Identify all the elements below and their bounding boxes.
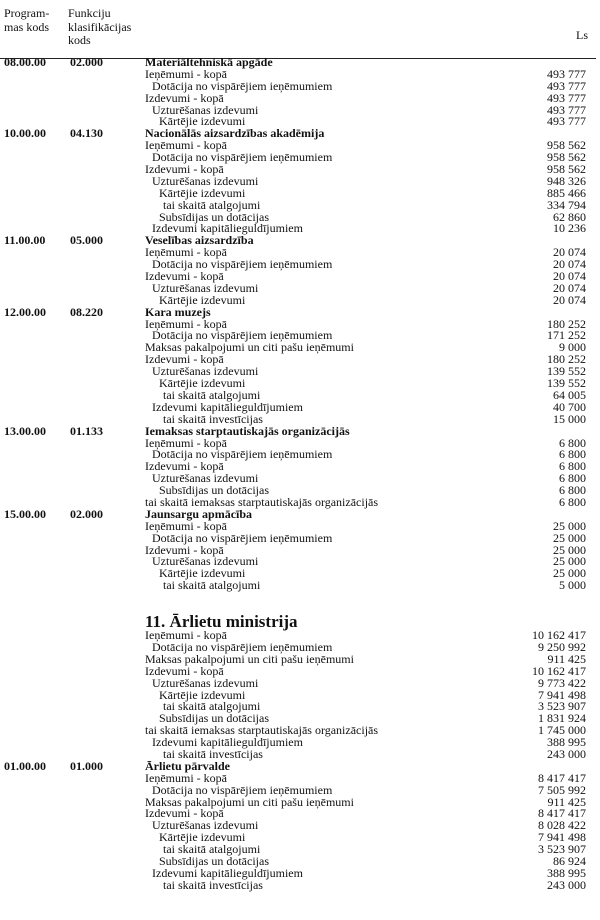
row-amount: 493 777 [547,90,586,105]
currency-header: Ls [576,28,588,42]
row-label: Izdevumi kapitālieguldījumiem [152,735,303,750]
top-rows [0,57,600,592]
header-line: kods [68,33,91,47]
function-code: 04.130 [70,126,103,141]
row-amount: 911 425 [547,651,586,666]
row-amount: 15 000 [553,411,586,426]
row-amount: 243 000 [547,746,586,761]
row-amount: 10 236 [553,221,586,236]
row-amount: 6 800 [559,459,586,474]
program-code: 13.00.00 [4,423,46,438]
row-amount: 7 941 498 [538,687,586,702]
row-label: Subsīdijas un dotācijas [159,483,269,498]
table-row [0,90,600,105]
row-amount: 171 252 [547,328,586,343]
row-label: Subsīdijas un dotācijas [159,854,269,868]
row-label: Uzturēšanas izdevumi [152,818,259,833]
function-code: 01.000 [70,758,103,773]
row-label: Izdevumi kapitālieguldījumiem [152,221,303,236]
row-amount: 25 000 [553,530,586,545]
row-label: Uzturēšanas izdevumi [152,554,259,569]
row-label: tai skaitā iemaksas starptautiskajās organizācijās [145,723,379,738]
row-label: tai skaitā investīcijas [163,877,263,892]
table-row [0,259,600,271]
row-label: Uzturēšanas izdevumi [152,173,259,188]
program-title: Nacionālās aizsardzības akadēmija [145,126,325,141]
row-label: Uzturēšanas izdevumi [152,675,259,690]
row-label: Maksas pakalpojumi un citi pašu ieņēmumi [145,340,354,355]
row-label: Izdevumi - kopā [145,90,224,105]
row-amount: 6 800 [559,483,586,498]
row-label: Ieņēmumi - kopā [145,770,227,785]
table-row [0,280,600,295]
row-label: Ieņēmumi - kopā [145,66,227,81]
function-code: 02.000 [70,506,103,521]
row-label: Ieņēmumi - kopā [145,316,227,331]
row-label: Ieņēmumi - kopā [145,518,227,533]
program-code: 01.00.00 [4,758,46,773]
program-code: 11.00.00 [4,233,46,248]
row-label: tai skaitā investīcijas [163,746,263,761]
row-label: Kārtējie izdevumi [159,376,246,391]
row-label: Uzturēšanas izdevumi [152,102,259,117]
table-row [0,271,600,283]
table-row [0,530,600,545]
program-heading-row [0,304,600,319]
row-amount: 334 794 [547,197,586,212]
row-amount: 3 523 907 [538,842,586,857]
row-amount: 62 860 [553,209,586,224]
table-row [0,701,600,713]
row-amount: 8 028 422 [538,818,586,833]
table-row [0,877,600,892]
function-code: 02.000 [70,55,103,69]
row-amount: 243 000 [547,877,586,892]
table-row [0,366,600,378]
row-amount: 958 562 [547,150,586,165]
row-label: Izdevumi - kopā [145,806,224,821]
program-code: 12.00.00 [4,304,46,319]
row-label: Izdevumi - kopā [145,269,224,284]
table-row [0,102,600,117]
row-amount: 911 425 [547,794,586,809]
program-heading-row [0,758,600,773]
row-amount: 3 523 907 [538,699,586,714]
table-row [0,173,600,188]
row-label: Dotācija no vispārējiem ieņēmumiem [152,447,333,462]
row-label: Izdevumi - kopā [145,542,224,557]
row-label: Uzturēšanas izdevumi [152,364,259,379]
row-amount: 1 831 924 [538,711,586,726]
row-amount: 20 074 [553,280,586,295]
row-amount: 493 777 [547,78,586,93]
row-label: Kārtējie izdevumi [159,114,246,129]
row-label: Ieņēmumi - kopā [145,245,227,260]
row-amount: 180 252 [547,352,586,367]
row-amount: 958 562 [547,162,586,177]
row-amount: 6 800 [559,494,586,509]
row-label: tai skaitā atalgojumi [163,387,261,402]
table-row [0,794,600,809]
row-label: Izdevumi - kopā [145,162,224,177]
table-row [0,568,600,580]
section-spacer [0,592,600,610]
row-label: Ieņēmumi - kopā [145,628,227,643]
table-row [0,164,600,176]
header-line: Funkciju [68,6,111,20]
table-row [0,844,600,856]
table-row [0,342,600,354]
program-title: Iemaksas starptautiskajās organizācijās [145,423,350,438]
program-heading-row [0,506,600,521]
program-code: 08.00.00 [4,55,46,69]
row-label: Subsīdijas un dotācijas [159,711,269,726]
program-title: Jaunsargu apmācība [145,506,253,521]
program-code: 15.00.00 [4,506,46,521]
header-line: Program- [4,6,50,20]
table-row [0,152,600,164]
row-amount: 493 777 [547,66,586,81]
table-row [0,580,600,592]
function-code: 08.220 [70,304,103,319]
row-label: Maksas pakalpojumi un citi pašu ieņēmumi [145,794,354,809]
table-row [0,556,600,568]
table-row [0,832,600,844]
program-title: Ārlietu pārvalde [145,758,230,773]
row-label: Dotācija no vispārējiem ieņēmumiem [152,782,333,797]
row-amount: 9 250 992 [538,639,586,654]
row-label: Izdevumi - kopā [145,663,224,678]
program-heading-row [0,235,600,247]
row-label: Maksas pakalpojumi un citi pašu ieņēmumi [145,651,354,666]
row-amount: 25 000 [553,518,586,533]
row-amount: 139 552 [547,376,586,391]
row-amount: 6 800 [559,435,586,450]
program-code: 10.00.00 [4,126,46,141]
row-label: Izdevumi kapitālieguldījumiem [152,865,303,880]
row-amount: 493 777 [547,114,586,129]
table-row [0,808,600,820]
row-amount: 180 252 [547,316,586,331]
row-amount: 25 000 [553,554,586,569]
program-heading-row [0,128,600,140]
row-label: Dotācija no vispārējiem ieņēmumiem [152,257,333,272]
row-label: tai skaitā atalgojumi [163,699,261,714]
row-label: tai skaitā investīcijas [163,411,263,426]
table-row [0,185,600,200]
header-line: klasifikācijas [68,19,132,34]
row-amount: 6 800 [559,471,586,486]
row-amount: 20 074 [553,245,586,260]
row-amount: 493 777 [547,102,586,117]
row-label: Dotācija no vispārējiem ieņēmumiem [152,328,333,343]
table-row [0,820,600,832]
row-label: Dotācija no vispārējiem ieņēmumiem [152,530,333,545]
program-code-header [4,7,49,34]
row-amount: 25 000 [553,542,586,557]
function-code: 05.000 [70,233,103,248]
row-label: Dotācija no vispārējiem ieņēmumiem [152,639,333,654]
table-row [0,687,600,702]
row-label: Kārtējie izdevumi [159,292,246,307]
row-amount: 948 326 [547,173,586,188]
row-label: Izdevumi - kopā [145,352,224,367]
function-code-header [68,7,131,48]
section-title: 11. Ārlietu ministrija [145,612,298,632]
row-label: Dotācija no vispārējiem ieņēmumiem [152,150,333,165]
table-row [0,399,600,414]
row-amount: 388 995 [547,735,586,750]
table-row [0,461,600,473]
row-amount: 8 417 417 [538,806,586,821]
program-heading-row [0,57,600,69]
row-amount: 86 924 [553,854,586,868]
row-amount: 1 745 000 [538,723,586,738]
row-amount: 388 995 [547,865,586,880]
row-amount: 7 941 498 [538,830,586,845]
row-amount: 8 417 417 [538,770,586,785]
table-header [0,0,600,56]
table-row [0,449,600,461]
row-label: Izdevumi - kopā [145,459,224,474]
function-code: 01.133 [70,423,103,438]
table-row [0,78,600,93]
header-line: mas kods [4,19,49,34]
row-label: Uzturēšanas izdevumi [152,280,259,295]
row-label: Dotācija no vispārējiem ieņēmumiem [152,78,333,93]
row-amount: 10 162 417 [532,628,586,643]
row-amount: 64 005 [553,387,586,402]
budget-table [0,57,600,892]
table-row [0,737,600,749]
table-row [0,197,600,212]
row-label: Kārtējie izdevumi [159,566,246,581]
table-row [0,663,600,678]
row-amount: 20 074 [553,257,586,272]
program-title: Kara muzejs [145,304,211,319]
table-row [0,675,600,690]
row-amount: 40 700 [553,399,586,414]
row-amount: 885 466 [547,185,586,200]
row-label: Kārtējie izdevumi [159,185,246,200]
row-amount: 20 074 [553,292,586,307]
row-label: Subsīdijas un dotācijas [159,209,269,224]
row-label: Kārtējie izdevumi [159,687,246,702]
row-amount: 5 000 [559,578,586,593]
table-row [0,473,600,485]
row-label: tai skaitā atalgojumi [163,842,261,857]
table-row [0,542,600,557]
row-amount: 20 074 [553,269,586,284]
row-label: Izdevumi kapitālieguldījumiem [152,399,303,414]
row-amount: 25 000 [553,566,586,581]
row-label: Kārtējie izdevumi [159,830,246,845]
row-amount: 958 562 [547,138,586,153]
program-heading-row [0,423,600,438]
row-label: Uzturēšanas izdevumi [152,471,259,486]
row-amount: 7 505 992 [538,782,586,797]
row-label: tai skaitā atalgojumi [163,197,261,212]
bottom-rows [0,630,600,892]
row-label: Ieņēmumi - kopā [145,435,227,450]
row-amount: 139 552 [547,364,586,379]
row-label: tai skaitā atalgojumi [163,578,261,593]
row-amount: 9 000 [559,340,586,355]
row-amount: 10 162 417 [532,663,586,678]
row-amount: 9 773 422 [538,675,586,690]
table-row [0,865,600,880]
program-title: Materiāltehniskā apgāde [145,55,273,69]
row-amount: 6 800 [559,447,586,462]
row-label: Ieņēmumi - kopā [145,138,227,153]
table-row [0,378,600,390]
table-row [0,354,600,366]
section-heading-row [0,610,600,630]
program-title: Veselības aizsardzība [145,233,254,248]
table-row [0,651,600,666]
row-label: tai skaitā iemaksas starptautiskajās organizācijās [145,494,379,509]
